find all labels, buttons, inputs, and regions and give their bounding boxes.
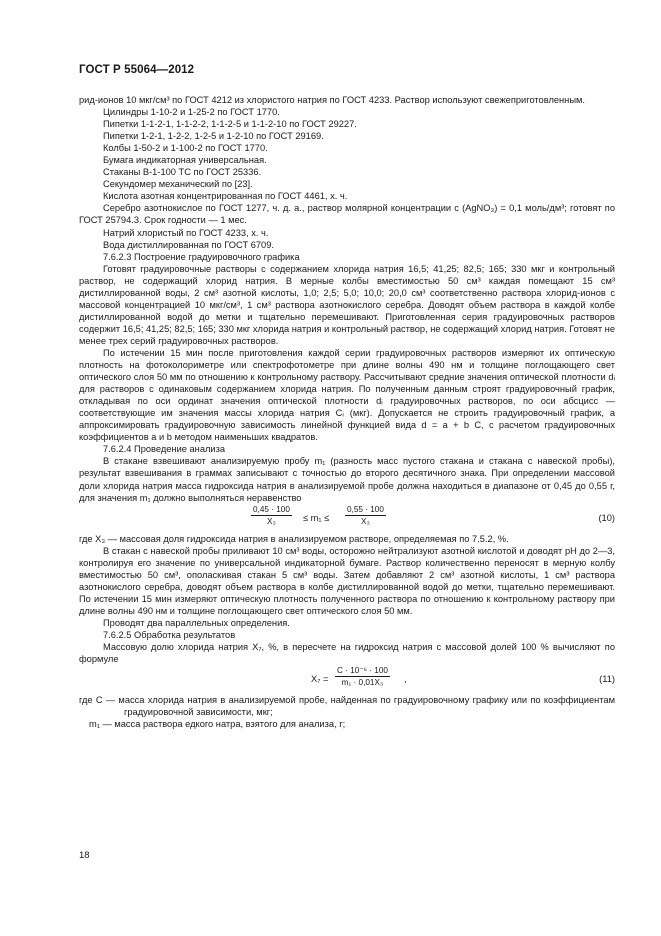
paragraph: Готовят градуировочные растворы с содержанием хлорида натрия 16,5; 41,25; 82,5; 165; 330 мкг и контрольный раствор, не содержащий хлорид натрия. В мерные колбы вместимостью 50 см³ каждая помещают 15 см³ дистиллированной воды, 2 см³ азотной кислоты, 1,0; 2,5; 5,0; 10,0; 20,0 см³ соответственно раствора хлорид-ионов с массовой концентрацией 10 мкг/см³, 1 см³ раствора азотнокислого серебра. Доводят объем раствора в каждой колбе дистиллированной водой до метки и тщательно перемешивают. Приготовленная серия градуировочных растворов содержит 16,5; 41,25; 82,5; 165; 330 мкг хлорида натрия и контрольный раствор, не содержащий хлорид натрия. Готовят не менее трех серий градуировочных растворов.: [79, 263, 615, 346]
list-item: Секундомер механический по [23].: [103, 179, 253, 190]
list-item: Вода дистиллированная по ГОСТ 6709.: [103, 239, 274, 250]
equation-number: (11): [599, 674, 615, 685]
list-item: Серебро азотнокислое по ГОСТ 1277, ч. д. а., раствор молярной концентрации c (AgNO₃) = 0,1 моль/дм³; готовят по ГОСТ 25794.3. Срок годности — 1 мес.: [79, 203, 615, 226]
paragraph: В стакане взвешивают анализируемую пробу m₁ (разность масс пустого стакана и стакана с навеской пробы), результат взвешивания в граммах записывают с точностью до второго десятичного знака. При определении массовой доли хлорида натрия масса гидроксида натрия в анализируемой пробе должна находиться в диапазоне от 0,45 до 0,55 г, для значения m₁ должно выполняться неравенство: [79, 456, 615, 503]
list-item: Пипетки 1-1-2-1, 1-1-2-2, 1-1-2-5 и 1-1-2-10 по ГОСТ 29227.: [103, 119, 357, 130]
list-item: Кислота азотная концентрированная по ГОСТ 4461, х. ч.: [103, 191, 348, 202]
definition: где C — масса хлорида натрия в анализируемой пробе, найденная по градуировочному графику или по коэффициентам градуировочной зависимости, мкг;: [79, 695, 615, 718]
page-header: ГОСТ Р 55064—2012: [79, 64, 195, 76]
section-heading: 7.6.2.5 Обработка результатов: [103, 629, 236, 640]
section-heading: 7.6.2.3 Построение градуировочного графика: [103, 251, 300, 262]
equation-number: (10): [598, 512, 615, 523]
list-item: Колбы 1-50-2 и 1-100-2 по ГОСТ 1770.: [103, 143, 268, 154]
paragraph: рид-ионов 10 мкг/см³ по ГОСТ 4212 из хлористого натрия по ГОСТ 4233. Раствор используют свежеприготовленным.: [79, 95, 585, 105]
paragraph: Массовую долю хлорида натрия X₇, %, в пересчете на гидроксид натрия с массовой долей 100 % вычисляют по формуле: [79, 642, 615, 665]
paragraph: где X₃ — массовая доля гидроксида натрия в анализируемом растворе, определяемая по 7.5.2, %.: [79, 533, 509, 544]
paragraph: Проводят два параллельных определения.: [103, 617, 290, 628]
equation-11: X₇ = $\frac{\text{C · 10⁻⁶ · 100}}{\text{m₁ · 0,01X₃}}$ , (11): [311, 666, 615, 688]
page-number: 18: [79, 850, 90, 861]
equation-10: $\frac{0,45 \cdot 100}{\text{X₃}}$ ≤ m₁ ≤ $\frac{0,55 \cdot 100}{\text{X₃}}$ (10): [253, 504, 615, 526]
fraction: $\frac{\text{C · 10⁻⁶ · 100}}{\text{m₁ · 0,01X₃}}$: [337, 666, 388, 688]
fraction-right: $\frac{0,55 \cdot 100}{\text{X₃}}$: [347, 504, 384, 526]
body-text: [79, 94, 615, 730]
paragraph: В стакан с навеской пробы приливают 10 см³ воды, осторожно нейтрализуют азотной кислотой и доводят pH до 2—3, контролируя его значение по универсальной индикаторной бумаге. Раствор количественно переносят в мерную колбу вместимостью 50 см³, ополаскивая стакан 5 см³ воды. Затем добавляют 2 см³ азотной кислоты, 1 см³ раствора азотнокислого серебра, доводят объем раствора в колбе дистиллированной водой до метки, тщательно перемешивают. По истечении 15 мин измеряют оптическую плотность полученного раствора по отношению к контрольному раствору при длине волны 490 нм и толщине поглощающего свет оптического слоя 50 мм.: [79, 545, 615, 616]
definition: m₁ — масса раствора едкого натра, взятого для анализа, г;: [89, 719, 346, 730]
list-item: Пипетки 1-2-1, 1-2-2, 1-2-5 и 1-2-10 по ГОСТ 29169.: [103, 131, 324, 142]
fraction-left: $\frac{0,45 \cdot 100}{\text{X₃}}$: [253, 504, 290, 526]
list-item: Стаканы В-1-100 ТС по ГОСТ 25336.: [103, 167, 262, 178]
list-item: Бумага индикаторная универсальная.: [103, 155, 267, 166]
paragraph: По истечении 15 мин после приготовления каждой серии градуировочных растворов измеряют их оптическую плотность на фотоколориметре или спектрофотометре при длине волны 490 нм и толщине поглощающего свет оптического слоя 50 мм по отношению к контрольному раствору. Рассчитывают средние значения оптической плотности dᵢ для растворов с одинаковым содержанием хлорида натрия. По полученным данным строят градуировочный график, откладывая по оси ординат значения оптической плотности dᵢ градуировочных растворов, по оси абсцисс — соответствующие им значения массы хлорида натрия Cᵢ (мкг). Допускается не строить градуировочный график, а аппроксимировать градуировочную зависимость линейной функцией вида d = a + b C, с расчетом градуировочных коэффициентов a и b методом наименьших квадратов.: [79, 347, 615, 443]
list-item: Натрий хлористый по ГОСТ 4233, х. ч.: [103, 227, 269, 238]
section-heading: 7.6.2.4 Проведение анализа: [103, 444, 226, 455]
list-item: Цилиндры 1-10-2 и 1-25-2 по ГОСТ 1770.: [103, 107, 280, 118]
